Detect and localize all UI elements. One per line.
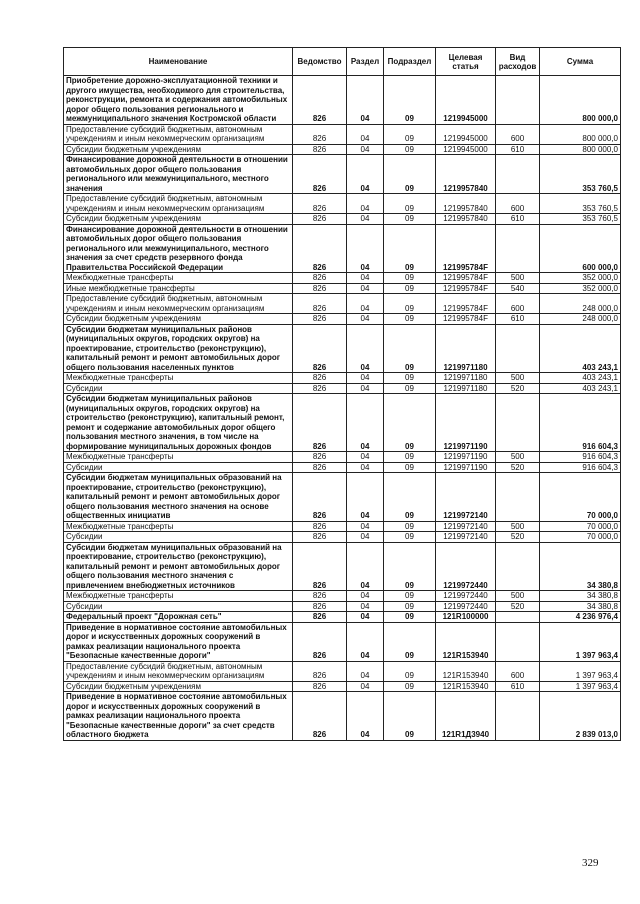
cell-summa: 916 604,3 — [540, 462, 621, 473]
cell-name: Субсидии бюджетам муниципальных образований на проектирование, строительство (реконструкцию), капитальный ремонт и ремонт автомобильных дорог общего пользования местного значения на основе общественных инициатив — [64, 473, 293, 522]
cell-summa: 4 236 976,4 — [540, 612, 621, 623]
cell-vid: 600 — [496, 194, 540, 214]
cell-name: Приведение в нормативное состояние автомобильных дорог и искусственных дорожных сооружений в рамках реализации национального проекта "Безопасные качественные дороги" за счет средств областного бюджета — [64, 692, 293, 741]
cell-razdel: 04 — [347, 462, 384, 473]
cell-razdel: 04 — [347, 76, 384, 125]
cell-podrazdel: 09 — [384, 373, 436, 384]
cell-name: Субсидии бюджетам муниципальных образований на проектирование, строительство (реконструкцию), капитальный ремонт и ремонт автомобильных дорог общего пользования местного значения с привлечением внебюджетных источников — [64, 542, 293, 591]
cell-summa: 70 000,0 — [540, 473, 621, 522]
cell-name: Субсидии бюджетным учреждениям — [64, 144, 293, 155]
cell-name: Приобретение дорожно-эксплуатационной техники и другого имущества, необходимого для строительства, реконструкции, ремонта и содержания автомобильных дорог общего пользования регионального и межмуниципального значения Костромской области — [64, 76, 293, 125]
cell-summa: 352 000,0 — [540, 273, 621, 284]
cell-razdel: 04 — [347, 394, 384, 452]
cell-razdel: 04 — [347, 273, 384, 284]
cell-summa: 1 397 963,4 — [540, 661, 621, 681]
cell-razdel: 04 — [347, 532, 384, 543]
cell-ved: 826 — [293, 462, 347, 473]
header-razdel: Раздел — [347, 48, 384, 76]
cell-cel: 1219972440 — [436, 601, 496, 612]
cell-podrazdel: 09 — [384, 383, 436, 394]
cell-cel: 1219971190 — [436, 462, 496, 473]
table-row — [64, 612, 621, 623]
cell-razdel: 04 — [347, 692, 384, 741]
table-row — [64, 373, 621, 384]
table-row — [64, 283, 621, 294]
cell-razdel: 04 — [347, 601, 384, 612]
cell-podrazdel: 09 — [384, 473, 436, 522]
cell-cel: 1219971190 — [436, 394, 496, 452]
cell-summa: 352 000,0 — [540, 283, 621, 294]
cell-cel: 1219945000 — [436, 124, 496, 144]
cell-ved: 826 — [293, 314, 347, 325]
cell-razdel: 04 — [347, 681, 384, 692]
cell-razdel: 04 — [347, 521, 384, 532]
cell-summa: 34 380,8 — [540, 601, 621, 612]
header-podrazdel: Подраздел — [384, 48, 436, 76]
cell-podrazdel: 09 — [384, 76, 436, 125]
cell-vid: 610 — [496, 681, 540, 692]
cell-ved: 826 — [293, 394, 347, 452]
cell-podrazdel: 09 — [384, 224, 436, 273]
cell-cel: 121R153940 — [436, 681, 496, 692]
cell-name: Предоставление субсидий бюджетным, автономным учреждениям и иным некоммерческим организациям — [64, 124, 293, 144]
cell-vid — [496, 324, 540, 373]
cell-summa: 800 000,0 — [540, 124, 621, 144]
cell-name: Межбюджетные трансферты — [64, 273, 293, 284]
cell-ved: 826 — [293, 622, 347, 661]
cell-name: Субсидии — [64, 462, 293, 473]
cell-podrazdel: 09 — [384, 294, 436, 314]
cell-ved: 826 — [293, 681, 347, 692]
cell-razdel: 04 — [347, 542, 384, 591]
table-header — [64, 48, 621, 76]
cell-vid: 610 — [496, 144, 540, 155]
cell-razdel: 04 — [347, 155, 384, 194]
cell-summa: 1 397 963,4 — [540, 622, 621, 661]
cell-vid: 610 — [496, 214, 540, 225]
table-row — [64, 521, 621, 532]
cell-ved: 826 — [293, 542, 347, 591]
cell-ved: 826 — [293, 324, 347, 373]
header-summa: Сумма — [540, 48, 621, 76]
cell-vid: 600 — [496, 294, 540, 314]
cell-podrazdel: 09 — [384, 144, 436, 155]
cell-ved: 826 — [293, 155, 347, 194]
table-row — [64, 532, 621, 543]
cell-ved: 826 — [293, 283, 347, 294]
table-row — [64, 144, 621, 155]
cell-name: Субсидии — [64, 601, 293, 612]
cell-vid: 520 — [496, 601, 540, 612]
cell-podrazdel: 09 — [384, 394, 436, 452]
table-row — [64, 214, 621, 225]
cell-cel: 121R153940 — [436, 661, 496, 681]
cell-cel: 1219972440 — [436, 542, 496, 591]
cell-summa: 34 380,8 — [540, 591, 621, 602]
cell-ved: 826 — [293, 692, 347, 741]
cell-summa: 353 760,5 — [540, 214, 621, 225]
header-vid: Вид расходов — [496, 48, 540, 76]
cell-vid — [496, 76, 540, 125]
cell-ved: 826 — [293, 521, 347, 532]
cell-name: Предоставление субсидий бюджетным, автономным учреждениям и иным некоммерческим организациям — [64, 294, 293, 314]
cell-name: Предоставление субсидий бюджетным, автономным учреждениям и иным некоммерческим организациям — [64, 661, 293, 681]
cell-cel: 121995784F — [436, 273, 496, 284]
cell-podrazdel: 09 — [384, 681, 436, 692]
cell-vid: 500 — [496, 591, 540, 602]
cell-razdel: 04 — [347, 373, 384, 384]
cell-razdel: 04 — [347, 224, 384, 273]
cell-name: Межбюджетные трансферты — [64, 521, 293, 532]
cell-summa: 70 000,0 — [540, 532, 621, 543]
cell-summa: 916 604,3 — [540, 452, 621, 463]
table-row — [64, 124, 621, 144]
cell-cel: 1219945000 — [436, 76, 496, 125]
cell-razdel: 04 — [347, 294, 384, 314]
cell-podrazdel: 09 — [384, 612, 436, 623]
cell-name: Финансирование дорожной деятельности в отношении автомобильных дорог общего пользования регионального или межмуниципального, местного значения за счет средств резервного фонда Правительства Российской Федерации — [64, 224, 293, 273]
table-row — [64, 591, 621, 602]
cell-name: Межбюджетные трансферты — [64, 452, 293, 463]
cell-name: Приведение в нормативное состояние автомобильных дорог и искусственных дорожных сооружений в рамках реализации национального проекта "Безопасные качественные дороги" — [64, 622, 293, 661]
cell-summa: 800 000,0 — [540, 76, 621, 125]
cell-summa: 248 000,0 — [540, 294, 621, 314]
cell-podrazdel: 09 — [384, 542, 436, 591]
cell-cel: 121995784F — [436, 314, 496, 325]
table-row — [64, 473, 621, 522]
table-row — [64, 324, 621, 373]
cell-vid: 520 — [496, 462, 540, 473]
cell-vid — [496, 155, 540, 194]
page-number: 329 — [582, 857, 599, 869]
cell-cel: 121995784F — [436, 224, 496, 273]
cell-vid — [496, 224, 540, 273]
cell-razdel: 04 — [347, 661, 384, 681]
cell-summa: 600 000,0 — [540, 224, 621, 273]
cell-cel: 1219945000 — [436, 144, 496, 155]
cell-podrazdel: 09 — [384, 124, 436, 144]
cell-summa: 403 243,1 — [540, 383, 621, 394]
cell-name: Субсидии бюджетным учреждениям — [64, 214, 293, 225]
cell-vid: 500 — [496, 452, 540, 463]
cell-podrazdel: 09 — [384, 692, 436, 741]
cell-podrazdel: 09 — [384, 214, 436, 225]
cell-podrazdel: 09 — [384, 462, 436, 473]
cell-podrazdel: 09 — [384, 283, 436, 294]
cell-summa: 34 380,8 — [540, 542, 621, 591]
cell-vid: 610 — [496, 314, 540, 325]
cell-podrazdel: 09 — [384, 314, 436, 325]
cell-razdel: 04 — [347, 314, 384, 325]
cell-name: Субсидии бюджетным учреждениям — [64, 314, 293, 325]
cell-vid — [496, 542, 540, 591]
cell-razdel: 04 — [347, 324, 384, 373]
cell-podrazdel: 09 — [384, 452, 436, 463]
cell-cel: 1219971190 — [436, 452, 496, 463]
cell-ved: 826 — [293, 373, 347, 384]
cell-cel: 1219971180 — [436, 373, 496, 384]
cell-ved: 826 — [293, 612, 347, 623]
cell-vid — [496, 473, 540, 522]
cell-name: Субсидии бюджетам муниципальных районов (муниципальных округов, городских округов) на проектирование, строительство (реконструкцию), капитальный ремонт и ремонт автомобильных дорог общего пользования населенных пунктов — [64, 324, 293, 373]
cell-ved: 826 — [293, 452, 347, 463]
budget-table-sheet — [63, 47, 621, 741]
cell-razdel: 04 — [347, 473, 384, 522]
cell-summa: 2 839 013,0 — [540, 692, 621, 741]
cell-ved: 826 — [293, 124, 347, 144]
cell-cel: 121R100000 — [436, 612, 496, 623]
header-name: Наименование — [64, 48, 293, 76]
cell-name: Финансирование дорожной деятельности в отношении автомобильных дорог общего пользования регионального или межмуниципального, местного значения — [64, 155, 293, 194]
cell-podrazdel: 09 — [384, 591, 436, 602]
cell-cel: 1219957840 — [436, 194, 496, 214]
header-cel: Целевая статья — [436, 48, 496, 76]
cell-ved: 826 — [293, 383, 347, 394]
cell-ved: 826 — [293, 224, 347, 273]
cell-cel: 1219972440 — [436, 591, 496, 602]
cell-ved: 826 — [293, 473, 347, 522]
cell-ved: 826 — [293, 76, 347, 125]
cell-razdel: 04 — [347, 124, 384, 144]
cell-name: Межбюджетные трансферты — [64, 591, 293, 602]
cell-cel: 121R1Д3940 — [436, 692, 496, 741]
table-row — [64, 294, 621, 314]
table-row — [64, 394, 621, 452]
cell-podrazdel: 09 — [384, 622, 436, 661]
cell-razdel: 04 — [347, 612, 384, 623]
cell-podrazdel: 09 — [384, 194, 436, 214]
cell-vid: 500 — [496, 521, 540, 532]
cell-razdel: 04 — [347, 144, 384, 155]
cell-podrazdel: 09 — [384, 521, 436, 532]
table-row — [64, 601, 621, 612]
cell-ved: 826 — [293, 591, 347, 602]
cell-name: Субсидии — [64, 383, 293, 394]
cell-razdel: 04 — [347, 452, 384, 463]
header-ved: Ведомство — [293, 48, 347, 76]
table-row — [64, 542, 621, 591]
cell-podrazdel: 09 — [384, 273, 436, 284]
cell-cel: 1219971180 — [436, 324, 496, 373]
cell-podrazdel: 09 — [384, 532, 436, 543]
cell-vid: 500 — [496, 373, 540, 384]
cell-ved: 826 — [293, 144, 347, 155]
table-row — [64, 273, 621, 284]
cell-cel: 1219972140 — [436, 473, 496, 522]
table-row — [64, 452, 621, 463]
cell-ved: 826 — [293, 532, 347, 543]
cell-razdel: 04 — [347, 591, 384, 602]
table-row — [64, 224, 621, 273]
table-row — [64, 622, 621, 661]
cell-summa: 353 760,5 — [540, 155, 621, 194]
cell-vid — [496, 612, 540, 623]
cell-cel: 1219971180 — [436, 383, 496, 394]
cell-razdel: 04 — [347, 622, 384, 661]
table-row — [64, 692, 621, 741]
cell-razdel: 04 — [347, 194, 384, 214]
cell-name: Субсидии — [64, 532, 293, 543]
cell-cel: 121995784F — [436, 283, 496, 294]
cell-summa: 916 604,3 — [540, 394, 621, 452]
cell-cel: 1219972140 — [436, 532, 496, 543]
cell-cel: 1219972140 — [436, 521, 496, 532]
cell-ved: 826 — [293, 273, 347, 284]
cell-summa: 403 243,1 — [540, 324, 621, 373]
cell-vid: 600 — [496, 661, 540, 681]
cell-vid: 520 — [496, 532, 540, 543]
cell-name: Субсидии бюджетам муниципальных районов (муниципальных округов, городских округов) на строительство (реконструкцию), капитальный ремонт, ремонт и содержание автомобильных дорог общего пользования местного значения, в том числе на формирование муниципальных дорожных фондов — [64, 394, 293, 452]
cell-summa: 403 243,1 — [540, 373, 621, 384]
cell-ved: 826 — [293, 294, 347, 314]
table-row — [64, 155, 621, 194]
cell-vid — [496, 394, 540, 452]
cell-podrazdel: 09 — [384, 601, 436, 612]
table-row — [64, 661, 621, 681]
cell-name: Федеральный проект "Дорожная сеть" — [64, 612, 293, 623]
cell-razdel: 04 — [347, 383, 384, 394]
cell-podrazdel: 09 — [384, 661, 436, 681]
cell-ved: 826 — [293, 214, 347, 225]
cell-vid: 540 — [496, 283, 540, 294]
cell-razdel: 04 — [347, 214, 384, 225]
table-row — [64, 314, 621, 325]
table-body — [64, 76, 621, 741]
cell-vid: 500 — [496, 273, 540, 284]
cell-ved: 826 — [293, 194, 347, 214]
cell-name: Предоставление субсидий бюджетным, автономным учреждениям и иным некоммерческим организациям — [64, 194, 293, 214]
cell-cel: 121995784F — [436, 294, 496, 314]
cell-name: Иные межбюджетные трансферты — [64, 283, 293, 294]
cell-vid: 520 — [496, 383, 540, 394]
cell-vid — [496, 692, 540, 741]
cell-ved: 826 — [293, 601, 347, 612]
cell-summa: 248 000,0 — [540, 314, 621, 325]
cell-cel: 1219957840 — [436, 214, 496, 225]
cell-name: Межбюджетные трансферты — [64, 373, 293, 384]
cell-vid: 600 — [496, 124, 540, 144]
cell-podrazdel: 09 — [384, 324, 436, 373]
cell-summa: 800 000,0 — [540, 144, 621, 155]
cell-razdel: 04 — [347, 283, 384, 294]
cell-ved: 826 — [293, 661, 347, 681]
cell-podrazdel: 09 — [384, 155, 436, 194]
table-row — [64, 76, 621, 125]
budget-table — [63, 47, 621, 741]
cell-summa: 353 760,5 — [540, 194, 621, 214]
cell-name: Субсидии бюджетным учреждениям — [64, 681, 293, 692]
table-row — [64, 194, 621, 214]
cell-summa: 70 000,0 — [540, 521, 621, 532]
table-row — [64, 681, 621, 692]
table-row — [64, 383, 621, 394]
cell-cel: 121R153940 — [436, 622, 496, 661]
cell-vid — [496, 622, 540, 661]
cell-cel: 1219957840 — [436, 155, 496, 194]
cell-summa: 1 397 963,4 — [540, 681, 621, 692]
table-row — [64, 462, 621, 473]
